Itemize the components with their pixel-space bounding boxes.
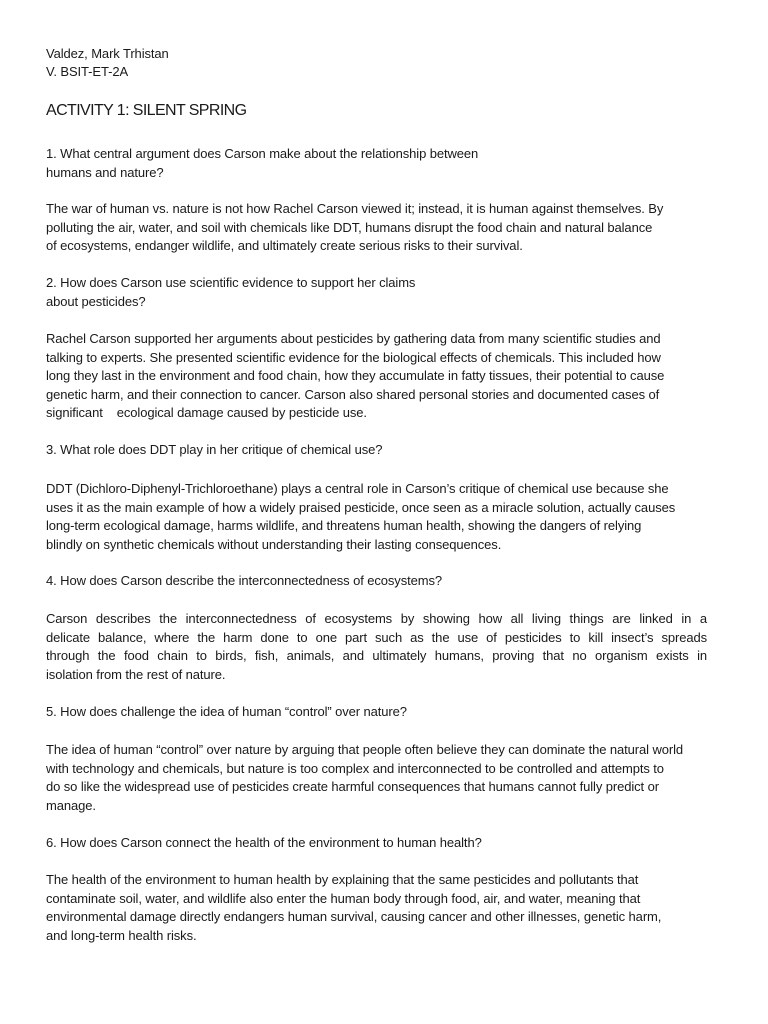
question-2-line: 2. How does Carson use scientific evidence to support her claims (46, 275, 416, 290)
answer-2-line: long they last in the environment and food chain, how they accumulate in fatty tissues, their potential to cause (46, 368, 665, 383)
answer-4-line: through the food chain to birds, fish, animals, and ultimately humans, proving that no organism exists in (46, 648, 707, 663)
answer-6-line: contaminate soil, water, and wildlife also enter the human body through food, air, and water, meaning that (46, 890, 641, 906)
answer-5-line: manage. (46, 797, 96, 813)
answer-6-line: environmental damage directly endangers human survival, causing cancer and other illnesses, genetic harm, (46, 909, 662, 924)
answer-1-line: polluting the air, water, and soil with chemicals like DDT, humans disrupt the food chain and natural balance (46, 219, 653, 235)
question-4-line: 4. How does Carson describe the interconnectedness of ecosystems? (46, 573, 442, 588)
question-1 (46, 145, 478, 182)
answer-3-line: blindly on synthetic chemicals without understanding their lasting consequences. (46, 536, 502, 552)
answer-5-line: with technology and chemicals, but nature is too complex and interconnected to be controlled and attempts to (46, 760, 664, 776)
question-3 (46, 441, 382, 460)
answer-1-line: of ecosystems, endanger wildlife, and ultimately create serious risks to their survival. (46, 238, 523, 253)
student-section: V. BSIT-ET-2A (46, 64, 129, 79)
answer-6-line: The health of the environment to human health by explaining that the same pesticides and pollutants that (46, 872, 639, 887)
answer-5-line: do so like the widespread use of pesticides create harmful consequences that humans cannot fully predict or (46, 779, 659, 794)
answer-4-line: Carson describes the interconnectedness of ecosystems by showing how all living things are linked in a (46, 611, 707, 626)
answer-3 (46, 480, 675, 554)
question-1-line: humans and nature? (46, 164, 164, 180)
answer-3-line: DDT (Dichloro-Diphenyl-Trichloroethane) plays a central role in Carson’s critique of chemical use because she (46, 481, 669, 496)
answer-3-line: uses it as the main example of how a widely praised pesticide, once seen as a miracle solution, actually causes (46, 499, 676, 515)
answer-2-line: significant ecological damage caused by pesticide use. (46, 405, 367, 420)
answer-2-line: Rachel Carson supported her arguments about pesticides by gathering data from many scientific studies and (46, 331, 661, 346)
answer-6-line: and long-term health risks. (46, 927, 197, 943)
student-name: Valdez, Mark Trhistan (46, 46, 169, 61)
question-4 (46, 572, 442, 591)
question-1-line: 1. What central argument does Carson make about the relationship between (46, 146, 479, 161)
answer-3-line: long-term ecological damage, harms wildlife, and threatens human health, showing the dangers of relying (46, 518, 642, 533)
answer-2-line: talking to experts. She presented scientific evidence for the biological effects of chemicals. This included how (46, 349, 661, 365)
answer-4-line: isolation from the rest of nature. (46, 666, 226, 682)
question-6-line: 6. How does Carson connect the health of the environment to human health? (46, 835, 482, 850)
activity-title: ACTIVITY 1: SILENT SPRING (46, 102, 247, 119)
answer-2-line: genetic harm, and their connection to cancer. Carson also shared personal stories and documented cases of (46, 386, 660, 402)
answer-1 (46, 200, 663, 256)
answer-5 (46, 741, 683, 815)
answer-4-line: delicate balance, where the harm done to one part such as the use of pesticides to kill insect’s spreads (46, 629, 707, 645)
question-3-line: 3. What role does DDT play in her critique of chemical use? (46, 442, 383, 457)
answer-4 (46, 610, 707, 684)
question-2 (46, 274, 415, 311)
question-2-line: about pesticides? (46, 293, 146, 309)
answer-1-line: The war of human vs. nature is not how Rachel Carson viewed it; instead, it is human against themselves. By (46, 201, 664, 216)
question-6 (46, 834, 482, 853)
answer-2 (46, 330, 664, 423)
question-5 (46, 703, 407, 722)
answer-5-line: The idea of human “control” over nature by arguing that people often believe they can dominate the natural world (46, 742, 684, 757)
question-5-line: 5. How does challenge the idea of human “control” over nature? (46, 704, 407, 719)
answer-6 (46, 871, 661, 945)
